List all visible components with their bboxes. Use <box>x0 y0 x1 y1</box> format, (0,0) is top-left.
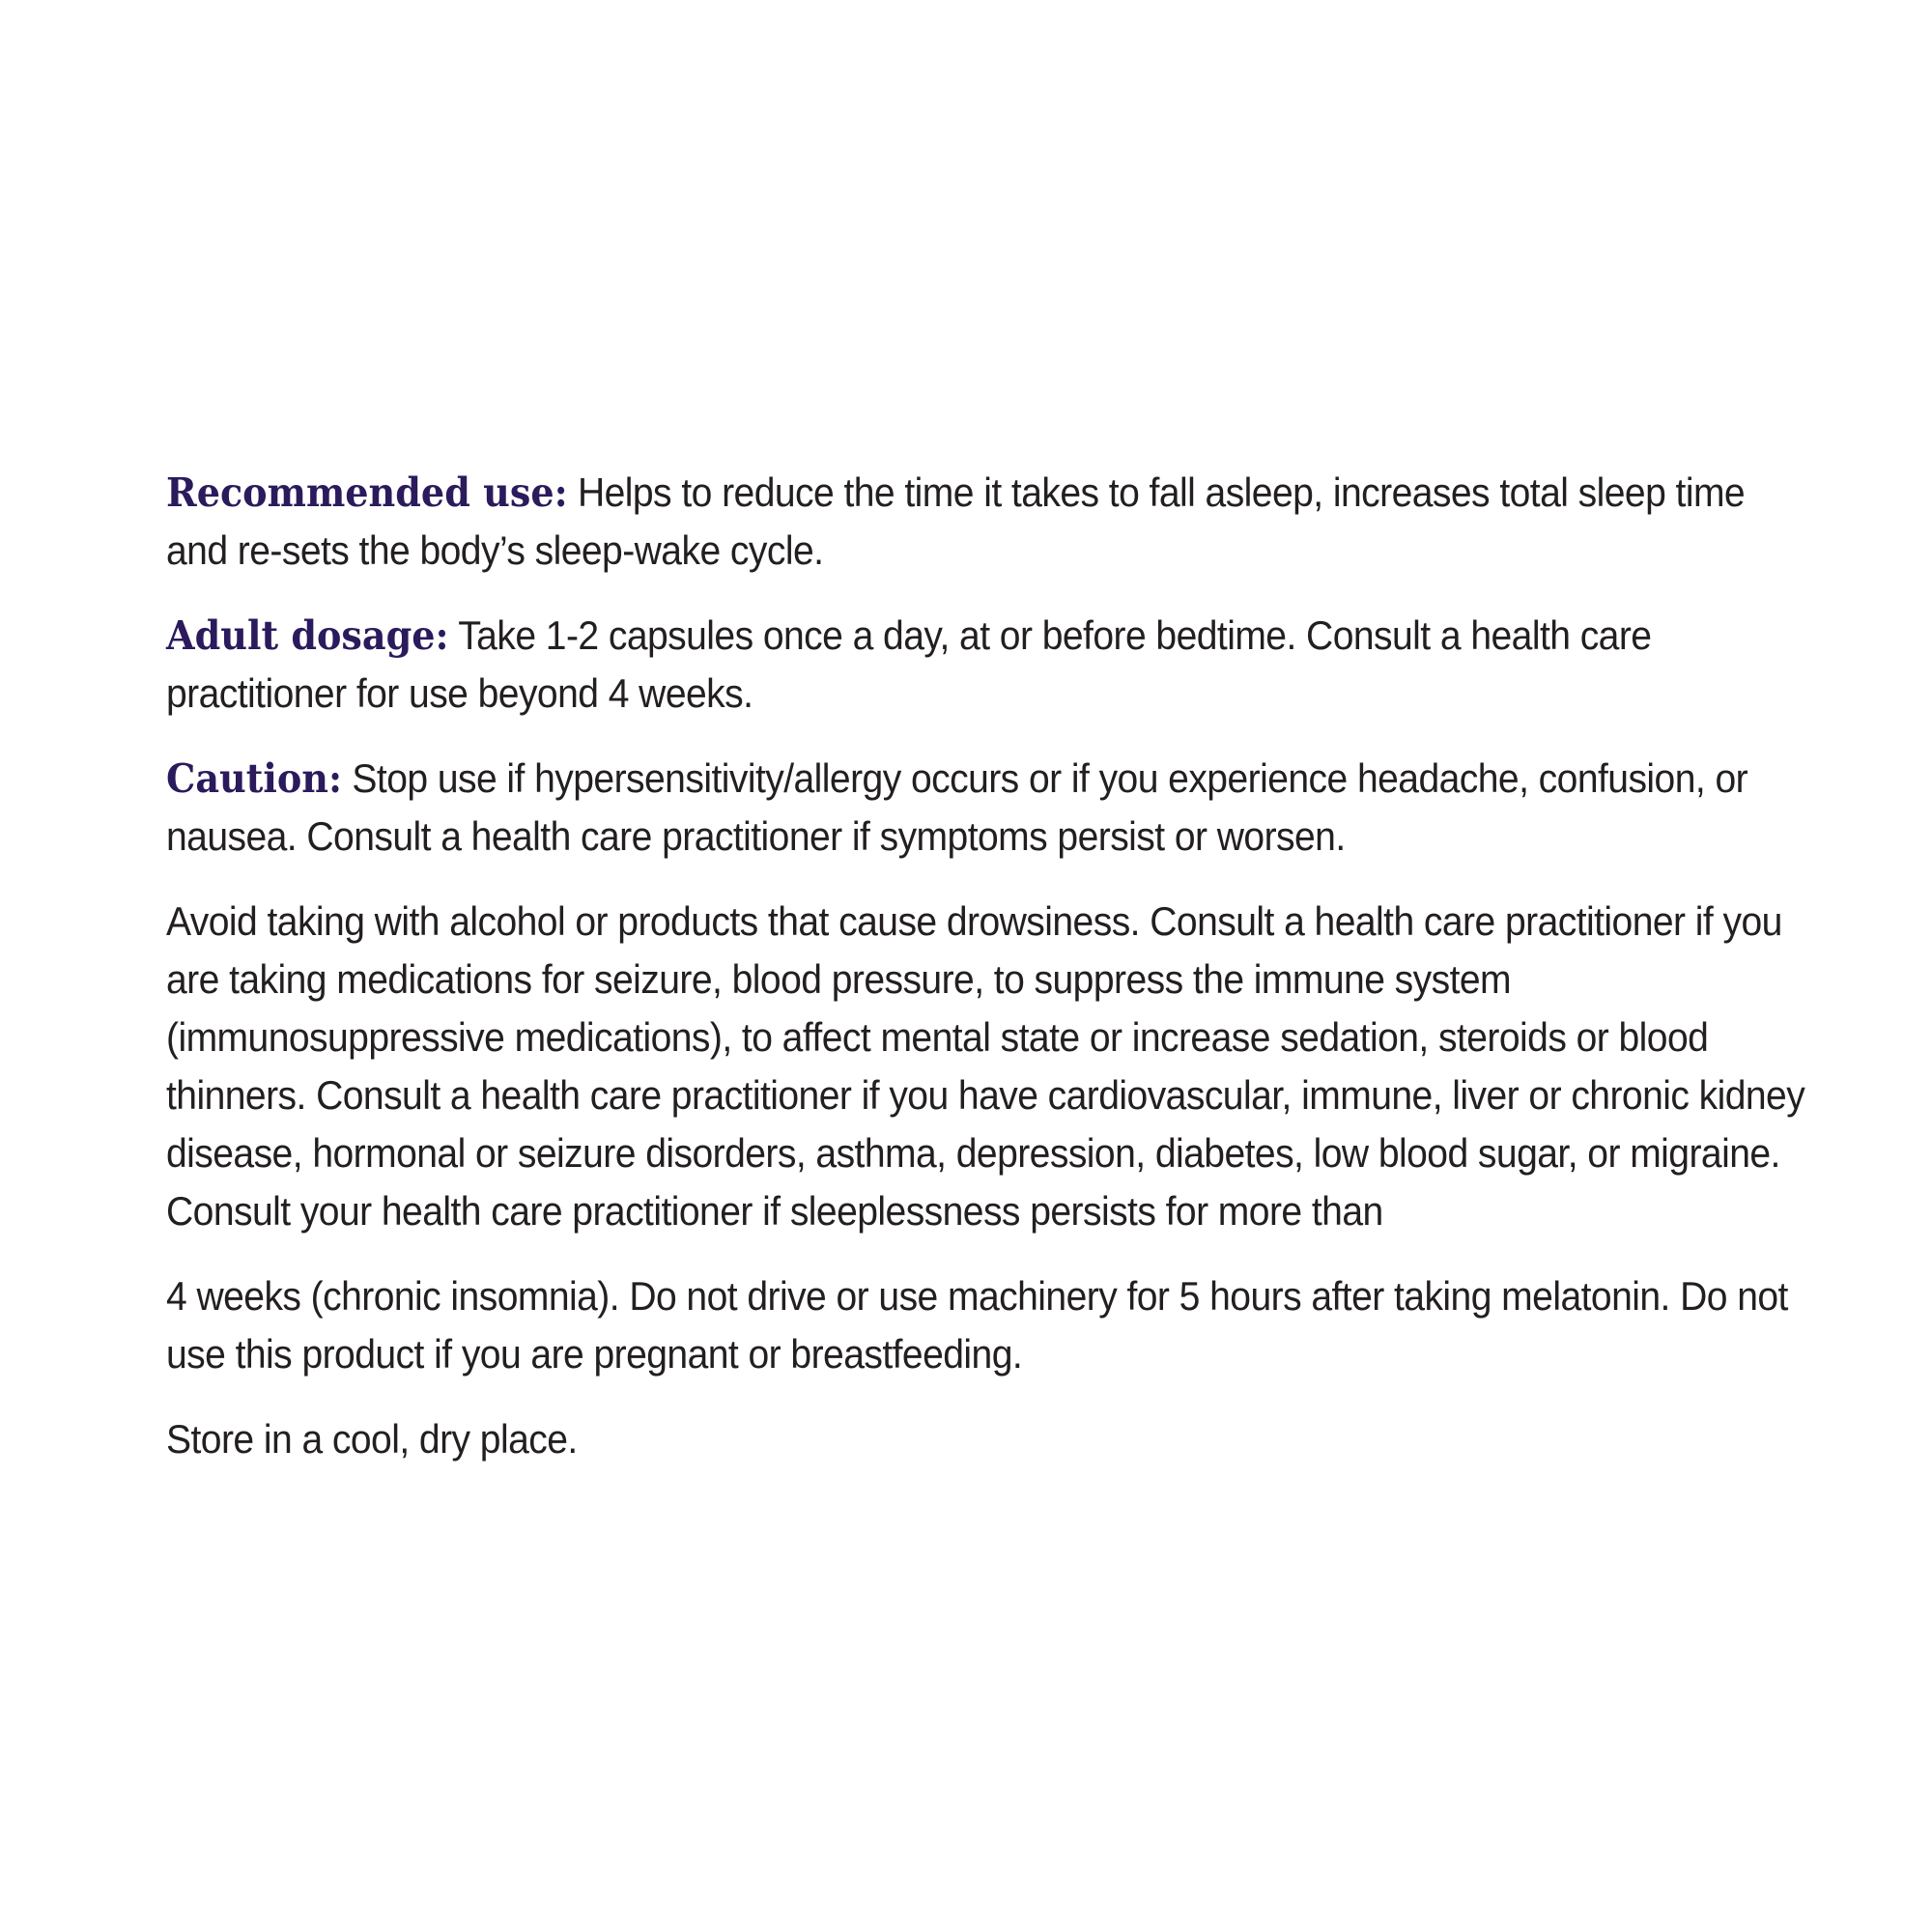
recommended-use-text: Helps to reduce the time it takes to fall asleep, increases total sleep time and re-sets the body’s sleep-wake cycle. <box>166 469 1746 573</box>
warnings-paragraph-2: 4 weeks (chronic insomnia). Do not drive or use machinery for 5 hours after taking melatonin. Do not use this product if you are pregnant or breastfeeding. <box>166 1273 1788 1377</box>
adult-dosage-text: Take 1-2 capsules once a day, at or before bedtime. Consult a health care practitioner for use beyond 4 weeks. <box>166 612 1652 716</box>
caution-label: Caution: <box>166 755 343 802</box>
caution-paragraph <box>166 750 1810 866</box>
caution-text: Stop use if hypersensitivity/allergy occurs or if you experience headache, confusion, or nausea. Consult a health care practitioner if symptoms persist or worsen. <box>166 755 1748 859</box>
adult-dosage-paragraph <box>166 607 1810 723</box>
storage-paragraph: Store in a cool, dry place. <box>166 1416 578 1462</box>
recommended-use-label: Recommended use: <box>166 469 568 516</box>
warnings-paragraph-1: Avoid taking with alcohol or products that cause drowsiness. Consult a health care practitioner if you are taking medications for seizure, blood pressure, to suppress the immune system (immunosuppressive medications), to affect mental state or increase sedation, steroids or blood thinners. Consult a health care practitioner if you have cardiovascular, immune, liver or chronic kidney disease, hormonal or seizure disorders, asthma, depression, diabetes, low blood sugar, or migraine. Consult your health care practitioner if sleeplessness persists for more than <box>166 898 1805 1234</box>
recommended-use-paragraph <box>166 464 1810 580</box>
label-text-block <box>166 464 1808 1495</box>
adult-dosage-label: Adult dosage: <box>166 612 449 659</box>
